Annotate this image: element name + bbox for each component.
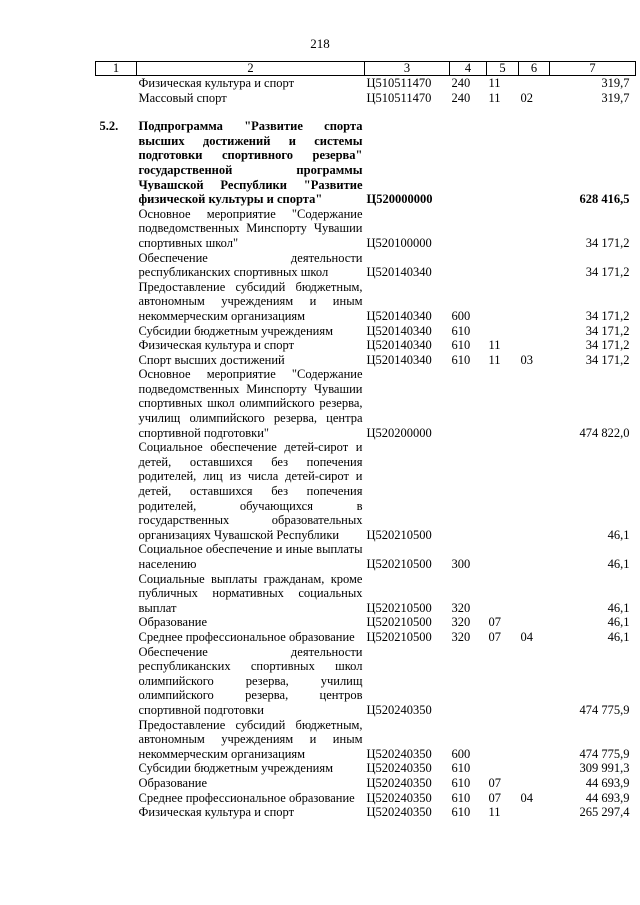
row-sum: 319,7: [601, 76, 630, 90]
row-rz: 11: [488, 76, 501, 90]
row-code: Ц520140340: [366, 265, 432, 280]
row-number: [96, 251, 137, 280]
row-rz: [487, 572, 519, 616]
row-name: Образование: [138, 615, 208, 630]
row-sum: 474 775,9: [579, 746, 630, 761]
table-row: [96, 645, 636, 718]
row-vr: [450, 207, 487, 251]
row-sum: 628 416,5: [579, 192, 630, 207]
row-code: Ц520240350: [366, 761, 432, 776]
row-pr: 04: [520, 629, 533, 644]
row-pr: [519, 645, 550, 718]
row-vr: [450, 119, 487, 207]
row-rz: [487, 324, 519, 339]
row-pr: [519, 367, 550, 440]
row-number: [96, 338, 137, 353]
row-pr: [519, 572, 550, 616]
row-vr: [450, 367, 487, 440]
table-row: [96, 207, 636, 251]
row-sum: 34 171,2: [585, 235, 630, 250]
row-vr: [450, 251, 487, 280]
spacer-row: [96, 105, 636, 119]
row-rz: [487, 645, 519, 718]
row-code: Ц520240350: [366, 805, 432, 820]
row-rz: 11: [488, 90, 501, 105]
row-vr: 600: [451, 746, 471, 761]
row-pr: [519, 776, 550, 791]
row-vr: 320: [451, 600, 471, 615]
row-code: Ц510511470: [366, 90, 432, 105]
header-col-5: 5: [487, 62, 519, 76]
table-row: [96, 280, 636, 324]
row-pr: [519, 440, 550, 542]
row-number: [96, 791, 137, 806]
table-row: [96, 76, 636, 91]
row-pr: [519, 76, 550, 91]
table-row: [96, 572, 636, 616]
header-col-4: 4: [450, 62, 487, 76]
row-pr: 03: [520, 352, 533, 367]
row-rz: [487, 119, 519, 207]
row-rz: [487, 207, 519, 251]
row-number: [96, 645, 137, 718]
row-code: Ц520240350: [366, 702, 432, 717]
row-name: Субсидии бюджетным учреждениям: [138, 761, 334, 776]
row-rz: 11: [488, 805, 501, 820]
row-sum: 309 991,3: [579, 761, 630, 776]
row-code: Ц520200000: [366, 425, 432, 440]
row-vr: 240: [451, 90, 471, 105]
table-row: [96, 119, 636, 207]
row-name: Основное мероприятие "Содержание подведомственных Минспорту Чувашии спортивных школ олимпийского резерва, училищ олимпийского резерва, центра спортивной подготовки": [138, 367, 363, 440]
row-vr: [450, 645, 487, 718]
row-code: Ц520100000: [366, 235, 432, 250]
row-code: Ц520210500: [366, 527, 432, 542]
table-row: [96, 251, 636, 280]
row-rz: 07: [488, 615, 501, 630]
row-sum: 46,1: [607, 615, 630, 630]
row-code: Ц520210500: [366, 615, 432, 630]
row-number: [96, 718, 137, 762]
row-name: Среднее профессиональное образование: [138, 629, 355, 644]
row-sum: 44 693,9: [585, 775, 630, 790]
row-vr: 600: [451, 308, 471, 323]
row-pr: [519, 207, 550, 251]
row-sum: 34 171,2: [585, 308, 630, 323]
header-col-2: 2: [137, 62, 365, 76]
row-sum: 319,7: [601, 90, 630, 105]
row-sum: 474 822,0: [579, 425, 630, 440]
row-rz: 07: [488, 775, 501, 790]
row-rz: [487, 718, 519, 762]
row-name: Среднее профессиональное образование: [138, 790, 355, 805]
table-row: [96, 353, 636, 368]
row-sum: 46,1: [607, 527, 630, 542]
row-rz: [487, 251, 519, 280]
row-sum: 46,1: [607, 557, 630, 571]
row-rz: [487, 440, 519, 542]
table-row: [96, 440, 636, 542]
header-col-3: 3: [365, 62, 450, 76]
row-sum: 34 171,2: [585, 265, 630, 280]
row-pr: [519, 251, 550, 280]
table-row: [96, 630, 636, 645]
row-number: [96, 761, 137, 776]
row-pr: [519, 280, 550, 324]
row-vr: 610: [451, 338, 471, 353]
row-sum: 34 171,2: [585, 323, 630, 338]
table-row: [96, 615, 636, 630]
row-name: Субсидии бюджетным учреждениям: [138, 323, 334, 338]
row-number: [96, 324, 137, 339]
row-number: [96, 776, 137, 791]
row-number: [96, 353, 137, 368]
header-col-6: 6: [519, 62, 550, 76]
row-number: [96, 440, 137, 542]
row-pr: [519, 542, 550, 571]
table-row: [96, 791, 636, 806]
row-vr: 610: [451, 790, 471, 805]
row-number: [96, 280, 137, 324]
row-vr: 610: [451, 352, 471, 367]
row-name: Основное мероприятие "Содержание подведомственных Минспорту Чувашии спортивных школ": [138, 206, 363, 250]
row-name: Социальные выплаты гражданам, кроме публичных нормативных социальных выплат: [138, 571, 363, 615]
row-number: [96, 91, 137, 106]
table-row: [96, 542, 636, 571]
row-rz: [487, 367, 519, 440]
row-sum: 46,1: [607, 629, 630, 644]
row-number: 5.2.: [99, 119, 119, 134]
row-vr: 300: [451, 557, 471, 571]
row-sum: 265 297,4: [579, 805, 630, 820]
table-header-row: [96, 62, 636, 76]
row-name: Обеспечение деятельности республиканских спортивных школ: [138, 250, 363, 280]
row-number: [96, 207, 137, 251]
row-code: Ц520240350: [366, 775, 432, 790]
row-pr: [519, 338, 550, 353]
row-name: Образование: [138, 775, 208, 790]
table-row: [96, 324, 636, 339]
row-code: Ц520140340: [366, 352, 432, 367]
row-name: Предоставление субсидий бюджетным, автономным учреждениям и иным некоммерческим организациям: [138, 279, 363, 323]
row-vr: 240: [451, 76, 471, 90]
row-vr: 610: [451, 323, 471, 338]
row-vr: 610: [451, 761, 471, 776]
table-row: [96, 761, 636, 776]
table-row: [96, 338, 636, 353]
row-pr: [519, 615, 550, 630]
row-pr: [519, 718, 550, 762]
row-rz: 11: [488, 338, 501, 353]
row-rz: 07: [488, 790, 501, 805]
row-code: Ц520210500: [366, 600, 432, 615]
budget-table: [95, 61, 636, 820]
row-vr: 320: [451, 629, 471, 644]
row-pr: 02: [520, 90, 533, 105]
row-rz: 07: [488, 629, 501, 644]
row-name: Физическая культура и спорт: [138, 338, 295, 353]
table-row: [96, 367, 636, 440]
row-name: Обеспечение деятельности республиканских спортивных школ олимпийского резерва, училищ олимпийского резерва, центров спортивной подготовки: [138, 644, 363, 717]
row-code: Ц520210500: [366, 557, 432, 571]
row-name: Социальное обеспечение детей-сирот и детей, оставшихся без попечения родителей, лиц из числа детей-сирот и детей, оставшихся без попечения родителей, обучающихся в государственных образовательных организациях Чувашской Республики: [138, 440, 363, 542]
row-code: Ц520240350: [366, 790, 432, 805]
table-row: [96, 805, 636, 820]
row-name: Предоставление субсидий бюджетным, автономным учреждениям и иным некоммерческим организациям: [138, 717, 363, 761]
row-code: Ц520140340: [366, 323, 432, 338]
row-rz: [487, 280, 519, 324]
row-vr: 610: [451, 775, 471, 790]
row-pr: [519, 119, 550, 207]
row-pr: [519, 805, 550, 820]
row-sum: 474 775,9: [579, 702, 630, 717]
row-code: Ц520140340: [366, 308, 432, 323]
row-sum: 34 171,2: [585, 352, 630, 367]
header-col-7: 7: [550, 62, 636, 76]
row-vr: 610: [451, 805, 471, 820]
row-number: [96, 542, 137, 571]
row-sum: 34 171,2: [585, 338, 630, 353]
page-number: 218: [310, 36, 330, 51]
row-rz: 11: [488, 352, 501, 367]
row-name: Физическая культура и спорт: [138, 76, 295, 90]
row-pr: [519, 324, 550, 339]
table-row: [96, 718, 636, 762]
row-sum: 44 693,9: [585, 790, 630, 805]
header-col-1: 1: [96, 62, 137, 76]
row-rz: [487, 542, 519, 571]
table-row: [96, 776, 636, 791]
row-sum: 46,1: [607, 600, 630, 615]
row-code: Ц520210500: [366, 629, 432, 644]
row-number: [96, 572, 137, 616]
row-vr: [450, 440, 487, 542]
table-row: [96, 91, 636, 106]
row-name: Массовый спорт: [138, 90, 227, 105]
row-name: Подпрограмма "Развитие спорта высших достижений и системы подготовки спортивного резерва" государственной программы Чувашской Республики "Развитие физической культуры и спорта": [138, 119, 363, 207]
row-code: Ц520000000: [366, 192, 433, 207]
row-name: Физическая культура и спорт: [138, 805, 295, 820]
row-name: Социальное обеспечение и иные выплаты населению: [138, 542, 363, 571]
row-code: Ц520140340: [366, 338, 432, 353]
row-number: [96, 615, 137, 630]
row-rz: [487, 761, 519, 776]
row-code: Ц520240350: [366, 746, 432, 761]
row-number: [96, 630, 137, 645]
row-number: [96, 76, 137, 91]
row-number: [96, 805, 137, 820]
row-name: Спорт высших достижений: [138, 352, 285, 367]
row-number: [96, 367, 137, 440]
row-pr: 04: [520, 790, 533, 805]
row-vr: 320: [451, 615, 471, 630]
row-code: Ц510511470: [366, 76, 432, 90]
row-pr: [519, 761, 550, 776]
